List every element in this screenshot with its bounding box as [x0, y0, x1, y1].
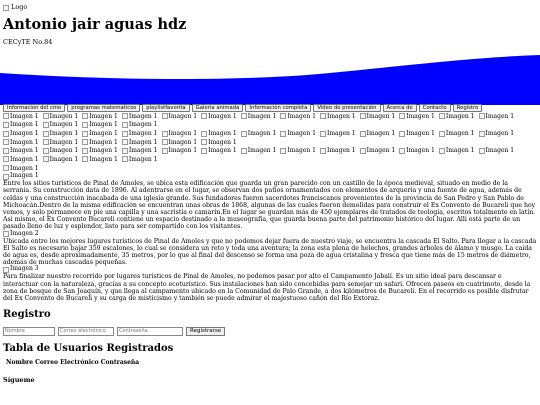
- image-alt-text: Imagen 1: [10, 155, 39, 163]
- menu-contacto[interactable]: Contacto: [419, 104, 451, 112]
- image-alt-text: Imagen 1: [89, 138, 118, 146]
- gallery-image: [122, 113, 158, 120]
- gallery-image: [82, 121, 118, 128]
- gallery-row: [3, 113, 537, 130]
- broken-image-icon: [360, 148, 366, 154]
- gallery-image: [43, 139, 79, 146]
- image-alt-text: Imagen 1: [247, 129, 277, 137]
- gallery-image: [43, 121, 79, 128]
- broken-image-icon: [439, 148, 445, 154]
- image-alt-text: Imagen 1: [49, 155, 79, 163]
- image-alt-text: Imagen 1: [10, 172, 39, 180]
- menu-galeria-animada[interactable]: Galeria animada: [192, 104, 244, 112]
- gallery-image: [360, 147, 396, 154]
- menu-registro[interactable]: Registro: [453, 104, 483, 112]
- broken-image-icon: [3, 5, 9, 11]
- image-alt-text: Imagen 1: [208, 138, 237, 146]
- image-alt-text: Imagen 1: [168, 147, 198, 155]
- broken-image-icon: [241, 113, 247, 119]
- image-gallery: [3, 113, 537, 173]
- gallery-image: [280, 147, 316, 154]
- broken-image-icon: [320, 131, 326, 137]
- broken-image-icon: [43, 113, 49, 119]
- gallery-image: [360, 130, 396, 137]
- image-alt-text: Imagen 1: [10, 121, 39, 129]
- gallery-image: [479, 147, 515, 154]
- gallery-image: [82, 147, 118, 154]
- image-alt-text: Imagen 1: [247, 147, 277, 155]
- broken-image-icon: [201, 148, 207, 154]
- gallery-image: [122, 139, 158, 146]
- broken-image-icon: [43, 148, 49, 154]
- gallery-image: [82, 139, 118, 146]
- gallery-image: [43, 130, 79, 137]
- gallery-image: [241, 130, 277, 137]
- menu-informacion-completa[interactable]: Información completa: [245, 104, 311, 112]
- gallery-image: [3, 147, 39, 154]
- gallery-image: [399, 130, 435, 137]
- broken-image-icon: [399, 131, 405, 137]
- image-alt-text: Imagen 1: [89, 147, 118, 155]
- broken-image-icon: [122, 122, 128, 128]
- image-alt-text: Imagen 2: [10, 229, 39, 237]
- gallery-image: [43, 156, 79, 163]
- image-alt-text: Imagen 1: [327, 112, 356, 120]
- gallery-image: [360, 113, 396, 120]
- image-alt-text: Imagen 1: [406, 147, 435, 155]
- broken-image-icon: [43, 131, 49, 137]
- users-table-heading: Tabla de Usuarios Registrados: [3, 342, 174, 354]
- image-alt-text: Imagen 1: [49, 147, 79, 155]
- image-alt-text: Imagen 1: [247, 112, 277, 120]
- gallery-image: [201, 113, 237, 120]
- image-alt-text: Imagen 1: [445, 147, 475, 155]
- gallery-image: [3, 121, 39, 128]
- name-input[interactable]: [3, 327, 55, 336]
- image-alt-text: Imagen 1: [287, 112, 316, 120]
- broken-image-icon: [3, 165, 9, 171]
- image-alt-text: Imagen 1: [445, 129, 475, 137]
- broken-image-icon: [82, 131, 88, 137]
- gallery-image: [122, 147, 158, 154]
- image-alt-text: Imagen 1: [10, 164, 39, 172]
- broken-image-icon: [162, 131, 168, 137]
- broken-image-icon: [439, 113, 445, 119]
- image-alt-text: Imagen 1: [168, 138, 198, 146]
- gallery-image: [3, 113, 39, 120]
- gallery-image: [3, 156, 39, 163]
- broken-image-icon: [3, 131, 9, 137]
- image-alt-text: Imagen 1: [128, 121, 158, 129]
- broken-image-icon: [3, 139, 9, 145]
- image-alt-text: Imagen 1: [49, 112, 79, 120]
- broken-image-icon: [43, 139, 49, 145]
- image-alt-text: Imagen 1: [128, 138, 158, 146]
- menu-video-presentacion[interactable]: Video de presentación: [313, 104, 380, 112]
- gallery-image: [479, 113, 515, 120]
- image-alt-text: Imagen 1: [406, 129, 435, 137]
- register-button[interactable]: Registrarse: [186, 327, 225, 336]
- image-alt-text: Imagen 1: [128, 155, 158, 163]
- broken-image-icon: [479, 131, 485, 137]
- gallery-image: [3, 165, 39, 172]
- gallery-image: [82, 130, 118, 137]
- menu-acerca-de[interactable]: Acerca de: [383, 104, 417, 112]
- image-alt-text: Imagen 1: [485, 147, 515, 155]
- image-alt-text: Imagen 1: [10, 147, 39, 155]
- broken-image-icon: [201, 131, 207, 137]
- nav-menu: [3, 104, 537, 112]
- broken-image-icon: [360, 113, 366, 119]
- content-image-2: [3, 231, 537, 238]
- broken-image-icon: [320, 148, 326, 154]
- broken-image-icon: [3, 122, 9, 128]
- siguenos-heading: Sígueme: [3, 376, 35, 385]
- gallery-image: [162, 139, 198, 146]
- gallery-image: [320, 147, 356, 154]
- broken-image-icon: [280, 131, 286, 137]
- gallery-image: [280, 130, 316, 137]
- image-alt-text: Imagen 1: [49, 129, 79, 137]
- image-alt-text: Imagen 1: [485, 129, 515, 137]
- broken-image-icon: [82, 113, 88, 119]
- broken-image-icon: [360, 131, 366, 137]
- image-alt-text: Imagen 1: [445, 112, 475, 120]
- gallery-image: [82, 156, 118, 163]
- gallery-row: [3, 165, 537, 174]
- broken-image-icon: [3, 267, 9, 273]
- logo-alt-text: Logo: [11, 2, 28, 11]
- gallery-image: [320, 113, 356, 120]
- image-alt-text: Imagen 1: [49, 138, 79, 146]
- paragraph-campamento: Para finalizar nuestro recorrido por lugares turísticos de Pinal de Amoles, no podemos pasar por alto el Campamento Jabalí. Es un sitio ideal para descansar e interactuar con la naturaleza, gracias a su concepto ecoturístico. Sus instalaciones han sido concebidas para semejar un safari. Ofrecen paseos en cuatrimoto, desde la zona de bosque de San Joaquín, y que llega al campamento ubicado en la Comunidad de Palo Grande, a dos kilómetros de Bucareli. En el recorrido es posible disfrutar del Ex Convento de Bucareli y su carga de misticismo y también se puede admirar el majestuoso cañón del Río Extoraz.: [3, 273, 531, 303]
- gallery-image: [43, 113, 79, 120]
- broken-image-icon: [43, 122, 49, 128]
- registro-heading: Registro: [3, 309, 51, 321]
- menu-informacion-cmo[interactable]: Informacion del cmo: [3, 104, 65, 112]
- content-image-3: [3, 266, 537, 273]
- registro-form: [3, 327, 537, 336]
- image-alt-text: Imagen 1: [485, 112, 515, 120]
- gallery-image: [399, 147, 435, 154]
- gallery-image: [3, 130, 39, 137]
- image-alt-text: Imagen 1: [10, 138, 39, 146]
- gallery-image: [43, 147, 79, 154]
- broken-image-icon: [280, 113, 286, 119]
- gallery-image: [439, 113, 475, 120]
- page-subtitle: CECyTE No.84: [3, 38, 53, 47]
- gallery-image: [479, 130, 515, 137]
- broken-image-icon: [122, 113, 128, 119]
- gallery-image: [280, 113, 316, 120]
- gallery-image: [122, 121, 158, 128]
- broken-image-icon: [162, 148, 168, 154]
- broken-image-icon: [399, 113, 405, 119]
- gallery-image: [201, 139, 237, 146]
- broken-image-icon: [122, 156, 128, 162]
- broken-image-icon: [122, 148, 128, 154]
- image-alt-text: Imagen 1: [168, 129, 198, 137]
- image-alt-text: Imagen 1: [128, 129, 158, 137]
- broken-image-icon: [3, 156, 9, 162]
- gallery-image: [122, 156, 158, 163]
- gallery-image: [122, 130, 158, 137]
- broken-image-icon: [241, 131, 247, 137]
- gallery-image: [439, 130, 475, 137]
- image-alt-text: Imagen 1: [287, 129, 316, 137]
- gallery-image: [162, 113, 198, 120]
- gallery-row: [3, 147, 537, 164]
- gallery-image: [201, 147, 237, 154]
- broken-image-icon: [439, 131, 445, 137]
- broken-image-icon: [122, 139, 128, 145]
- logo: [3, 3, 27, 12]
- broken-image-icon: [43, 156, 49, 162]
- image-alt-text: Imagen 1: [89, 129, 118, 137]
- broken-image-icon: [3, 148, 9, 154]
- password-input[interactable]: [117, 327, 183, 336]
- broken-image-icon: [162, 113, 168, 119]
- gallery-image: [3, 139, 39, 146]
- image-alt-text: Imagen 1: [128, 112, 158, 120]
- image-alt-text: Imagen 1: [327, 147, 356, 155]
- paragraph-ex-convento: Entre los sitios turísticos de Pinal de Amoles, se ubica esta edificación que guarda un gran parecido con un castillo de la época medieval, situado en medio de la serranía. Su construcción data de 1896. Al adentrarse en el lugar, se observan dos patios ornamentados con elementos de arquería y una fuente de agua, además de celdas y una construcción inacabada de una iglesia grande. Sus fundadores fueron sacerdotes franciscanos provenientes de la provincia de San Pedro y San Pablo de Michoacán.Dentro de la misma edificación se encuentran unas obras de 1868, algunas de las cuales fueron demolidas para construir el Ex Convento de Bucareli que hoy vemos, y solo permanece en pie una capilla y una sacristía o camarín.En el lugar se guardan más de 450 ejemplares de tratados de teología, escritos totalmente en latín. Así mismo, el Ex Convento Bucareli contiene un espacio destinado a la museografía, que guarda buena parte del patrimonio histórico del lugar. Allí está parte de un pasado lleno de luz y esplendor, listo para ser compartido con los visitantes.: [3, 180, 536, 231]
- broken-image-icon: [82, 139, 88, 145]
- broken-image-icon: [82, 122, 88, 128]
- gallery-image: [162, 130, 198, 137]
- broken-image-icon: [201, 139, 207, 145]
- broken-image-icon: [479, 113, 485, 119]
- image-alt-text: Imagen 1: [366, 129, 396, 137]
- broken-image-icon: [280, 148, 286, 154]
- image-alt-text: Imagen 1: [89, 112, 118, 120]
- broken-image-icon: [241, 148, 247, 154]
- broken-image-icon: [479, 148, 485, 154]
- broken-image-icon: [82, 156, 88, 162]
- gallery-image: [201, 130, 237, 137]
- broken-image-icon: [3, 231, 9, 237]
- paragraph-cascada: Ubicada entre los mejores lugares turísticos de Pinal de Amoles y que no podemos dejar fuera de nuestro viaje, se encuentra la cascada El Salto. Para llegar a la cascada El Salto es necesario bajar 359 escalones, lo cual se considera un reto y toda una aventura; la zona esta plena de helechos, grandes árboles de álamo y musgo. La caída de agua es, desde aproximadamente, 35 metros, por lo que al final del descenso se forma una poza de agua cristalina y fresca que tiene más de 15 metros de diámetro, además de muchas cascadas pequeñas.: [3, 237, 537, 267]
- image-alt-text: Imagen 1: [208, 129, 237, 137]
- gallery-image: [241, 113, 277, 120]
- broken-image-icon: [3, 113, 9, 119]
- image-alt-text: Imagen 1: [366, 147, 396, 155]
- image-alt-text: Imagen 1: [168, 112, 198, 120]
- broken-image-icon: [162, 139, 168, 145]
- image-alt-text: Imagen 1: [128, 147, 158, 155]
- broken-image-icon: [122, 131, 128, 137]
- gallery-image: [320, 130, 356, 137]
- blue-wave-banner: [0, 55, 540, 105]
- menu-playlist-favorita[interactable]: playlistfavorita: [142, 104, 189, 112]
- image-alt-text: Imagen 3: [10, 265, 39, 273]
- image-alt-text: Imagen 1: [208, 147, 237, 155]
- users-table-header: Nombre Correo Electrónico Contraseña: [6, 359, 140, 367]
- image-alt-text: Imagen 1: [89, 155, 118, 163]
- image-alt-text: Imagen 1: [49, 121, 79, 129]
- content-image-1: [3, 173, 537, 180]
- image-alt-text: Imagen 1: [89, 121, 118, 129]
- broken-image-icon: [320, 113, 326, 119]
- image-alt-text: Imagen 1: [208, 112, 237, 120]
- gallery-row: [3, 130, 537, 147]
- gallery-image: [162, 147, 198, 154]
- image-alt-text: Imagen 1: [366, 112, 396, 120]
- gallery-image: [439, 147, 475, 154]
- wave-shape: [0, 55, 540, 105]
- broken-image-icon: [82, 148, 88, 154]
- image-alt-text: Imagen 1: [327, 129, 356, 137]
- gallery-image: [82, 113, 118, 120]
- image-alt-text: Imagen 1: [406, 112, 435, 120]
- image-alt-text: Imagen 1: [10, 129, 39, 137]
- broken-image-icon: [399, 148, 405, 154]
- email-input[interactable]: [58, 327, 114, 336]
- page-title: Antonio jair aguas hdz: [3, 15, 187, 33]
- image-alt-text: Imagen 1: [287, 147, 316, 155]
- broken-image-icon: [201, 113, 207, 119]
- image-alt-text: Imagen 1: [10, 112, 39, 120]
- broken-image-icon: [3, 174, 9, 180]
- gallery-image: [241, 147, 277, 154]
- menu-programas-matematicos[interactable]: programas matematicos: [67, 104, 140, 112]
- gallery-image: [399, 113, 435, 120]
